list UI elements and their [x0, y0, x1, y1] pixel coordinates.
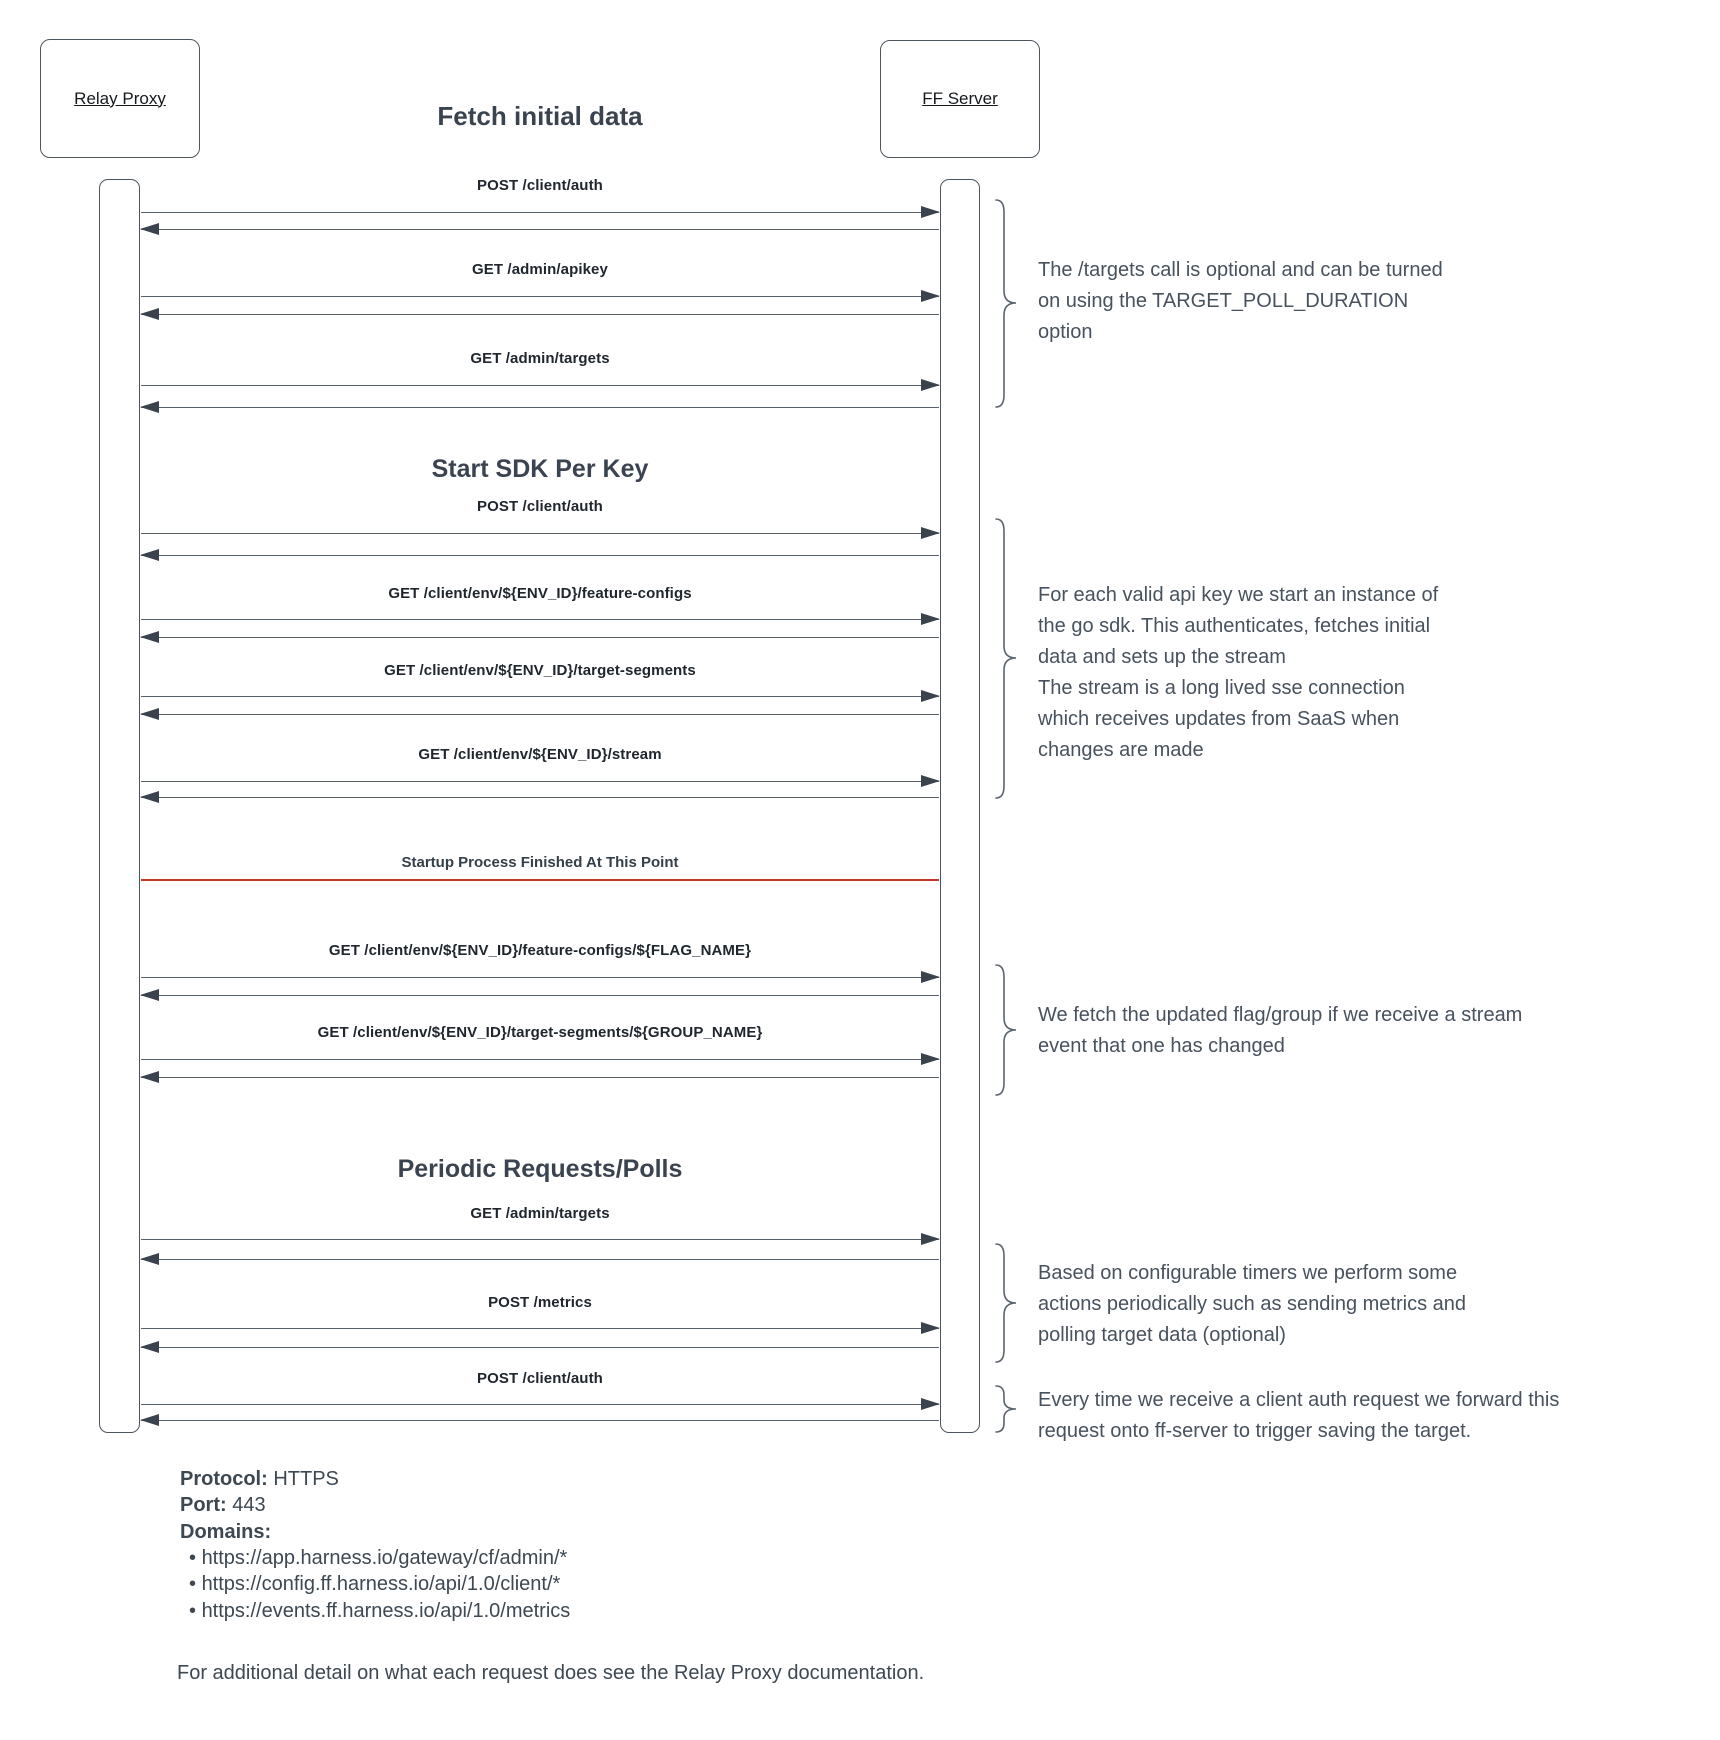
arrowhead-right-icon: [921, 1053, 940, 1065]
brace-icon: [996, 519, 1016, 798]
domain-item: • https://events.ff.harness.io/api/1.0/metrics: [189, 1600, 570, 1623]
activation-bar-relay-proxy: [99, 179, 140, 1433]
activation-bar-ff-server: [940, 179, 980, 1433]
message-label: GET /client/env/${ENV_ID}/feature-configs/${FLAG_NAME}: [328, 942, 752, 959]
message-label: POST /client/auth: [477, 1370, 603, 1387]
arrowhead-left-icon: [140, 1341, 159, 1353]
annotation-sdk-instance: [1038, 580, 1638, 766]
message-label: GET /client/env/${ENV_ID}/target-segments: [384, 662, 696, 679]
annotation-line: For each valid api key we start an instance of: [1038, 584, 1439, 606]
message-label: GET /admin/apikey: [472, 261, 608, 278]
arrowhead-right-icon: [921, 379, 940, 391]
annotation-line: The /targets call is optional and can be turned: [1038, 259, 1443, 281]
annotation-line: on using the TARGET_POLL_DURATION: [1038, 290, 1409, 312]
brace-icon: [996, 1386, 1016, 1432]
message-label: POST /client/auth: [477, 498, 603, 515]
request-arrow: [141, 1328, 939, 1329]
domain-item: • https://app.harness.io/gateway/cf/admin/*: [189, 1547, 567, 1570]
protocol-value: HTTPS: [267, 1468, 339, 1490]
annotation-line: Based on configurable timers we perform some: [1038, 1262, 1458, 1284]
annotation-targets-optional: [1038, 255, 1638, 348]
request-arrow: [141, 533, 939, 534]
message-label: GET /client/env/${ENV_ID}/stream: [418, 746, 662, 763]
request-arrow: [141, 296, 939, 297]
arrowhead-left-icon: [140, 308, 159, 320]
arrowhead-right-icon: [921, 290, 940, 302]
message-label: GET /client/env/${ENV_ID}/target-segments/${GROUP_NAME}: [317, 1024, 763, 1041]
brace-icon: [996, 965, 1016, 1095]
domains-row: [180, 1521, 271, 1544]
protocol-label: Protocol:: [180, 1468, 268, 1490]
request-arrow: [141, 781, 939, 782]
annotation-auth-forward: [1038, 1385, 1638, 1447]
port-row: [180, 1494, 266, 1517]
startup-divider-line: [141, 879, 939, 881]
arrowhead-right-icon: [921, 690, 940, 702]
response-arrow: [141, 797, 939, 798]
section-header-start-sdk: Start SDK Per Key: [431, 455, 649, 483]
message-label: POST /metrics: [488, 1294, 592, 1311]
arrowhead-right-icon: [921, 971, 940, 983]
response-arrow: [141, 229, 939, 230]
footer-note: For additional detail on what each request does see the Relay Proxy documentation.: [177, 1662, 925, 1684]
request-arrow: [141, 619, 939, 620]
annotation-fetch-updated: [1038, 1000, 1638, 1062]
response-arrow: [141, 637, 939, 638]
response-arrow: [141, 555, 939, 556]
diagram-title: Fetch initial data: [437, 101, 643, 131]
annotation-line: the go sdk. This authenticates, fetches initial: [1038, 615, 1431, 637]
message-label: GET /client/env/${ENV_ID}/feature-configs: [388, 585, 692, 602]
response-arrow: [141, 1077, 939, 1078]
request-arrow: [141, 212, 939, 213]
arrowhead-right-icon: [921, 206, 940, 218]
arrowhead-left-icon: [140, 631, 159, 643]
startup-divider-label: Startup Process Finished At This Point: [401, 854, 679, 871]
arrowhead-right-icon: [921, 1233, 940, 1245]
protocol-row: [180, 1468, 339, 1491]
annotation-line: The stream is a long lived sse connection: [1038, 677, 1405, 699]
request-arrow: [141, 977, 939, 978]
arrowhead-right-icon: [921, 613, 940, 625]
arrowhead-right-icon: [921, 775, 940, 787]
arrowhead-right-icon: [921, 1322, 940, 1334]
annotation-timers: [1038, 1258, 1638, 1351]
response-arrow: [141, 1347, 939, 1348]
annotation-line: changes are made: [1038, 739, 1204, 761]
arrowhead-right-icon: [921, 1398, 940, 1410]
arrowhead-left-icon: [140, 1071, 159, 1083]
actor-box-relay-proxy: [40, 39, 200, 158]
actor-label-ff-server: FF Server: [922, 89, 998, 108]
actor-label-relay-proxy: Relay Proxy: [74, 88, 166, 108]
domain-item: • https://config.ff.harness.io/api/1.0/client/*: [189, 1573, 560, 1596]
message-label: GET /admin/targets: [470, 350, 610, 367]
arrowhead-right-icon: [921, 527, 940, 539]
port-label: Port:: [180, 1494, 227, 1516]
annotation-line: event that one has changed: [1038, 1035, 1285, 1057]
arrowhead-left-icon: [140, 989, 159, 1001]
response-arrow: [141, 1420, 939, 1421]
arrowhead-left-icon: [140, 1414, 159, 1426]
annotation-line: option: [1038, 321, 1093, 343]
arrowhead-left-icon: [140, 549, 159, 561]
section-header-periodic: Periodic Requests/Polls: [397, 1155, 683, 1183]
response-arrow: [141, 714, 939, 715]
request-arrow: [141, 1059, 939, 1060]
annotation-line: data and sets up the stream: [1038, 646, 1286, 668]
response-arrow: [141, 314, 939, 315]
domains-label: Domains:: [180, 1521, 272, 1543]
annotation-line: polling target data (optional): [1038, 1324, 1286, 1346]
request-arrow: [141, 696, 939, 697]
port-value: 443: [226, 1494, 266, 1516]
message-label: GET /admin/targets: [470, 1205, 610, 1222]
request-arrow: [141, 1239, 939, 1240]
annotation-line: Every time we receive a client auth request we forward this: [1038, 1389, 1560, 1411]
annotation-line: which receives updates from SaaS when: [1038, 708, 1400, 730]
arrowhead-left-icon: [140, 401, 159, 413]
request-arrow: [141, 385, 939, 386]
arrowhead-left-icon: [140, 223, 159, 235]
annotation-line: We fetch the updated flag/group if we receive a stream: [1038, 1004, 1523, 1026]
arrowhead-left-icon: [140, 1253, 159, 1265]
message-label: POST /client/auth: [477, 177, 603, 194]
request-arrow: [141, 1404, 939, 1405]
arrowhead-left-icon: [140, 791, 159, 803]
annotation-line: request onto ff-server to trigger saving the target.: [1038, 1420, 1472, 1442]
annotation-line: actions periodically such as sending metrics and: [1038, 1293, 1466, 1315]
brace-icon: [996, 1244, 1016, 1362]
arrowhead-left-icon: [140, 708, 159, 720]
brace-icon: [996, 200, 1016, 407]
actor-box-ff-server: [880, 40, 1040, 158]
response-arrow: [141, 995, 939, 996]
response-arrow: [141, 407, 939, 408]
response-arrow: [141, 1259, 939, 1260]
